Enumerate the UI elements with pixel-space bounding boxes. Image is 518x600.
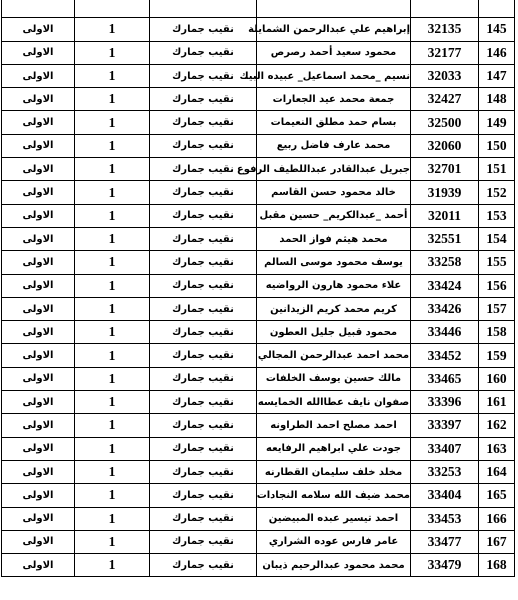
- employee-name-cell: جمعة محمد عيد الجعارات: [257, 88, 411, 111]
- employee-name-cell: محمد هيثم فواز الحمد: [257, 227, 411, 250]
- category-cell: الاولى: [2, 181, 75, 204]
- category-cell: الاولى: [2, 507, 75, 530]
- table-row: [2, 297, 515, 320]
- employee-number-cell: 32011: [411, 204, 479, 227]
- count-cell: 1: [75, 274, 150, 297]
- count-cell: 1: [75, 64, 150, 87]
- rank-cell: نقيب جمارك: [150, 484, 257, 507]
- row-index-cell: 155: [479, 251, 515, 274]
- employee-name-cell: أحمد _عبدالكريم_ حسين مقبل: [257, 204, 411, 227]
- category-cell: الاولى: [2, 344, 75, 367]
- employee-number-cell: 33407: [411, 437, 479, 460]
- employee-name-cell: محمد ضيف الله سلامه النجادات: [257, 484, 411, 507]
- table-row: [2, 391, 515, 414]
- row-index-cell: 168: [479, 554, 515, 577]
- table-row: [2, 344, 515, 367]
- category-cell: الاولى: [2, 460, 75, 483]
- count-cell: 1: [75, 227, 150, 250]
- employee-number-cell: 32135: [411, 18, 479, 41]
- rank-cell: نقيب جمارك: [150, 64, 257, 87]
- rank-cell: نقيب جمارك: [150, 321, 257, 344]
- count-cell: [75, 0, 150, 18]
- table-row: [2, 321, 515, 344]
- employee-number-cell: 32427: [411, 88, 479, 111]
- category-cell: الاولى: [2, 64, 75, 87]
- employee-name-cell: محمد محمود عبدالرحيم ذيبان: [257, 554, 411, 577]
- employee-number-cell: 33253: [411, 460, 479, 483]
- table-row: [2, 460, 515, 483]
- table-row: [2, 251, 515, 274]
- row-index-cell: 165: [479, 484, 515, 507]
- category-cell: الاولى: [2, 204, 75, 227]
- row-index-cell: 167: [479, 530, 515, 553]
- rank-cell: نقيب جمارك: [150, 507, 257, 530]
- table-row: [2, 507, 515, 530]
- rank-cell: نقيب جمارك: [150, 111, 257, 134]
- table-row: [2, 274, 515, 297]
- employee-name-cell: علاء محمود هارون الرواضيه: [257, 274, 411, 297]
- employee-number-cell: 33396: [411, 391, 479, 414]
- employee-number-cell: 33446: [411, 321, 479, 344]
- row-index-cell: 151: [479, 158, 515, 181]
- employee-number-cell: 33397: [411, 414, 479, 437]
- category-cell: الاولى: [2, 88, 75, 111]
- row-index-cell: 157: [479, 297, 515, 320]
- count-cell: 1: [75, 297, 150, 320]
- category-cell: الاولى: [2, 484, 75, 507]
- employee-name-cell: مالك حسين يوسف الخلفات: [257, 367, 411, 390]
- count-cell: 1: [75, 18, 150, 41]
- employee-name-cell: احمد تيسير عبده المبيضين: [257, 507, 411, 530]
- rank-cell: نقيب جمارك: [150, 88, 257, 111]
- row-index-cell: 159: [479, 344, 515, 367]
- employee-number-cell: 32177: [411, 41, 479, 64]
- employee-number-cell: 31939: [411, 181, 479, 204]
- table-row: [2, 134, 515, 157]
- employee-number-cell: 33465: [411, 367, 479, 390]
- employee-number-cell: 32500: [411, 111, 479, 134]
- table-row: [2, 554, 515, 577]
- category-cell: الاولى: [2, 227, 75, 250]
- count-cell: 1: [75, 181, 150, 204]
- rank-cell: نقيب جمارك: [150, 18, 257, 41]
- rank-cell: نقيب جمارك: [150, 41, 257, 64]
- employee-name-cell: محمود قبيل جليل العطون: [257, 321, 411, 344]
- rank-cell: نقيب جمارك: [150, 367, 257, 390]
- table-row: [2, 227, 515, 250]
- rank-cell: نقيب جمارك: [150, 554, 257, 577]
- category-cell: الاولى: [2, 297, 75, 320]
- employee-name-cell: بسام حمد مطلق النعيمات: [257, 111, 411, 134]
- category-cell: الاولى: [2, 134, 75, 157]
- employee-number-cell: 32033: [411, 64, 479, 87]
- category-cell: الاولى: [2, 437, 75, 460]
- employee-name-cell: محمود سعيد أحمد رصرص: [257, 41, 411, 64]
- rank-cell: نقيب جمارك: [150, 204, 257, 227]
- table-row: [2, 64, 515, 87]
- rank-cell: نقيب جمارك: [150, 344, 257, 367]
- rank-cell: نقيب جمارك: [150, 414, 257, 437]
- employee-number-cell: 33258: [411, 251, 479, 274]
- count-cell: 1: [75, 251, 150, 274]
- category-cell: الاولى: [2, 251, 75, 274]
- row-index-cell: 154: [479, 227, 515, 250]
- count-cell: 1: [75, 460, 150, 483]
- category-cell: الاولى: [2, 321, 75, 344]
- table-row: [2, 484, 515, 507]
- count-cell: 1: [75, 530, 150, 553]
- employee-number-cell: 32551: [411, 227, 479, 250]
- employee-name-cell: محمد عارف فاضل ربيع: [257, 134, 411, 157]
- row-index-cell: 149: [479, 111, 515, 134]
- count-cell: 1: [75, 158, 150, 181]
- employee-name-cell: عامر فارس عوده الشراري: [257, 530, 411, 553]
- row-index-cell: 164: [479, 460, 515, 483]
- employee-number-cell: 32701: [411, 158, 479, 181]
- row-index-cell: 158: [479, 321, 515, 344]
- employee-number-cell: 33404: [411, 484, 479, 507]
- rank-cell: نقيب جمارك: [150, 227, 257, 250]
- rank-cell: نقيب جمارك: [150, 181, 257, 204]
- count-cell: 1: [75, 204, 150, 227]
- table-row: [2, 367, 515, 390]
- row-index-cell: 148: [479, 88, 515, 111]
- table-row: [2, 158, 515, 181]
- count-cell: 1: [75, 134, 150, 157]
- category-cell: الاولى: [2, 414, 75, 437]
- count-cell: 1: [75, 414, 150, 437]
- table-row: [2, 0, 515, 18]
- employee-number-cell: 33479: [411, 554, 479, 577]
- rank-cell: نقيب جمارك: [150, 437, 257, 460]
- table-row: [2, 41, 515, 64]
- count-cell: 1: [75, 344, 150, 367]
- row-index-cell: 166: [479, 507, 515, 530]
- employee-name-cell: جودت علي ابراهيم الرفايعه: [257, 437, 411, 460]
- category-cell: الاولى: [2, 530, 75, 553]
- category-cell: الاولى: [2, 18, 75, 41]
- employee-number-cell: 32060: [411, 134, 479, 157]
- employee-name-cell: يوسف محمود موسى السالم: [257, 251, 411, 274]
- employee-number-cell: 33453: [411, 507, 479, 530]
- row-index-cell: 160: [479, 367, 515, 390]
- row-index-cell: 161: [479, 391, 515, 414]
- employee-name-cell: صفوان نايف عطاالله الخمايسه: [257, 391, 411, 414]
- row-index-cell: 150: [479, 134, 515, 157]
- row-index-cell: 156: [479, 274, 515, 297]
- row-index-cell: 162: [479, 414, 515, 437]
- table-row: [2, 414, 515, 437]
- table-row: [2, 111, 515, 134]
- category-cell: الاولى: [2, 41, 75, 64]
- count-cell: 1: [75, 88, 150, 111]
- row-index-cell: 163: [479, 437, 515, 460]
- table-row: [2, 88, 515, 111]
- count-cell: 1: [75, 554, 150, 577]
- category-cell: الاولى: [2, 367, 75, 390]
- employee-number-cell: 33424: [411, 274, 479, 297]
- table-row: [2, 530, 515, 553]
- table-row: [2, 204, 515, 227]
- row-index-cell: 152: [479, 181, 515, 204]
- employee-name-cell: مخلد خلف سليمان القطارنه: [257, 460, 411, 483]
- row-index-cell: 145: [479, 18, 515, 41]
- category-cell: الاولى: [2, 158, 75, 181]
- count-cell: 1: [75, 41, 150, 64]
- rank-cell: نقيب جمارك: [150, 297, 257, 320]
- category-cell: الاولى: [2, 111, 75, 134]
- category-cell: [2, 0, 75, 18]
- rank-cell: نقيب جمارك: [150, 274, 257, 297]
- employee-name-cell: خالد محمود حسن القاسم: [257, 181, 411, 204]
- category-cell: الاولى: [2, 554, 75, 577]
- rank-cell: نقيب جمارك: [150, 391, 257, 414]
- category-cell: الاولى: [2, 391, 75, 414]
- row-index-cell: 146: [479, 41, 515, 64]
- table-row: [2, 437, 515, 460]
- employee-name-cell: كريم محمد كريم الزيدانين: [257, 297, 411, 320]
- rank-cell: [150, 0, 257, 18]
- personnel-table: [1, 0, 515, 577]
- count-cell: 1: [75, 321, 150, 344]
- count-cell: 1: [75, 507, 150, 530]
- employee-name-cell: [257, 0, 411, 18]
- row-index-cell: 147: [479, 64, 515, 87]
- employee-name-cell: جبريل عبدالقادر عبداللطيف الرفوع: [257, 158, 411, 181]
- employee-name-cell: نسيم _محمد اسماعيل_ عبيده البيك: [257, 64, 411, 87]
- rank-cell: نقيب جمارك: [150, 134, 257, 157]
- count-cell: 1: [75, 437, 150, 460]
- employee-number-cell: [411, 0, 479, 18]
- row-index-cell: 153: [479, 204, 515, 227]
- rank-cell: نقيب جمارك: [150, 158, 257, 181]
- employee-number-cell: 33452: [411, 344, 479, 367]
- count-cell: 1: [75, 367, 150, 390]
- employee-name-cell: احمد مصلح احمد الطراونه: [257, 414, 411, 437]
- count-cell: 1: [75, 111, 150, 134]
- rank-cell: نقيب جمارك: [150, 530, 257, 553]
- count-cell: 1: [75, 391, 150, 414]
- employee-name-cell: محمد احمد عبدالرحمن المجالي: [257, 344, 411, 367]
- table-row: [2, 18, 515, 41]
- rank-cell: نقيب جمارك: [150, 460, 257, 483]
- category-cell: الاولى: [2, 274, 75, 297]
- employee-name-cell: إبراهيم علي عبدالرحمن الشمايلة: [257, 18, 411, 41]
- row-index-cell: [479, 0, 515, 18]
- count-cell: 1: [75, 484, 150, 507]
- employee-number-cell: 33426: [411, 297, 479, 320]
- employee-number-cell: 33477: [411, 530, 479, 553]
- table-row: [2, 181, 515, 204]
- rank-cell: نقيب جمارك: [150, 251, 257, 274]
